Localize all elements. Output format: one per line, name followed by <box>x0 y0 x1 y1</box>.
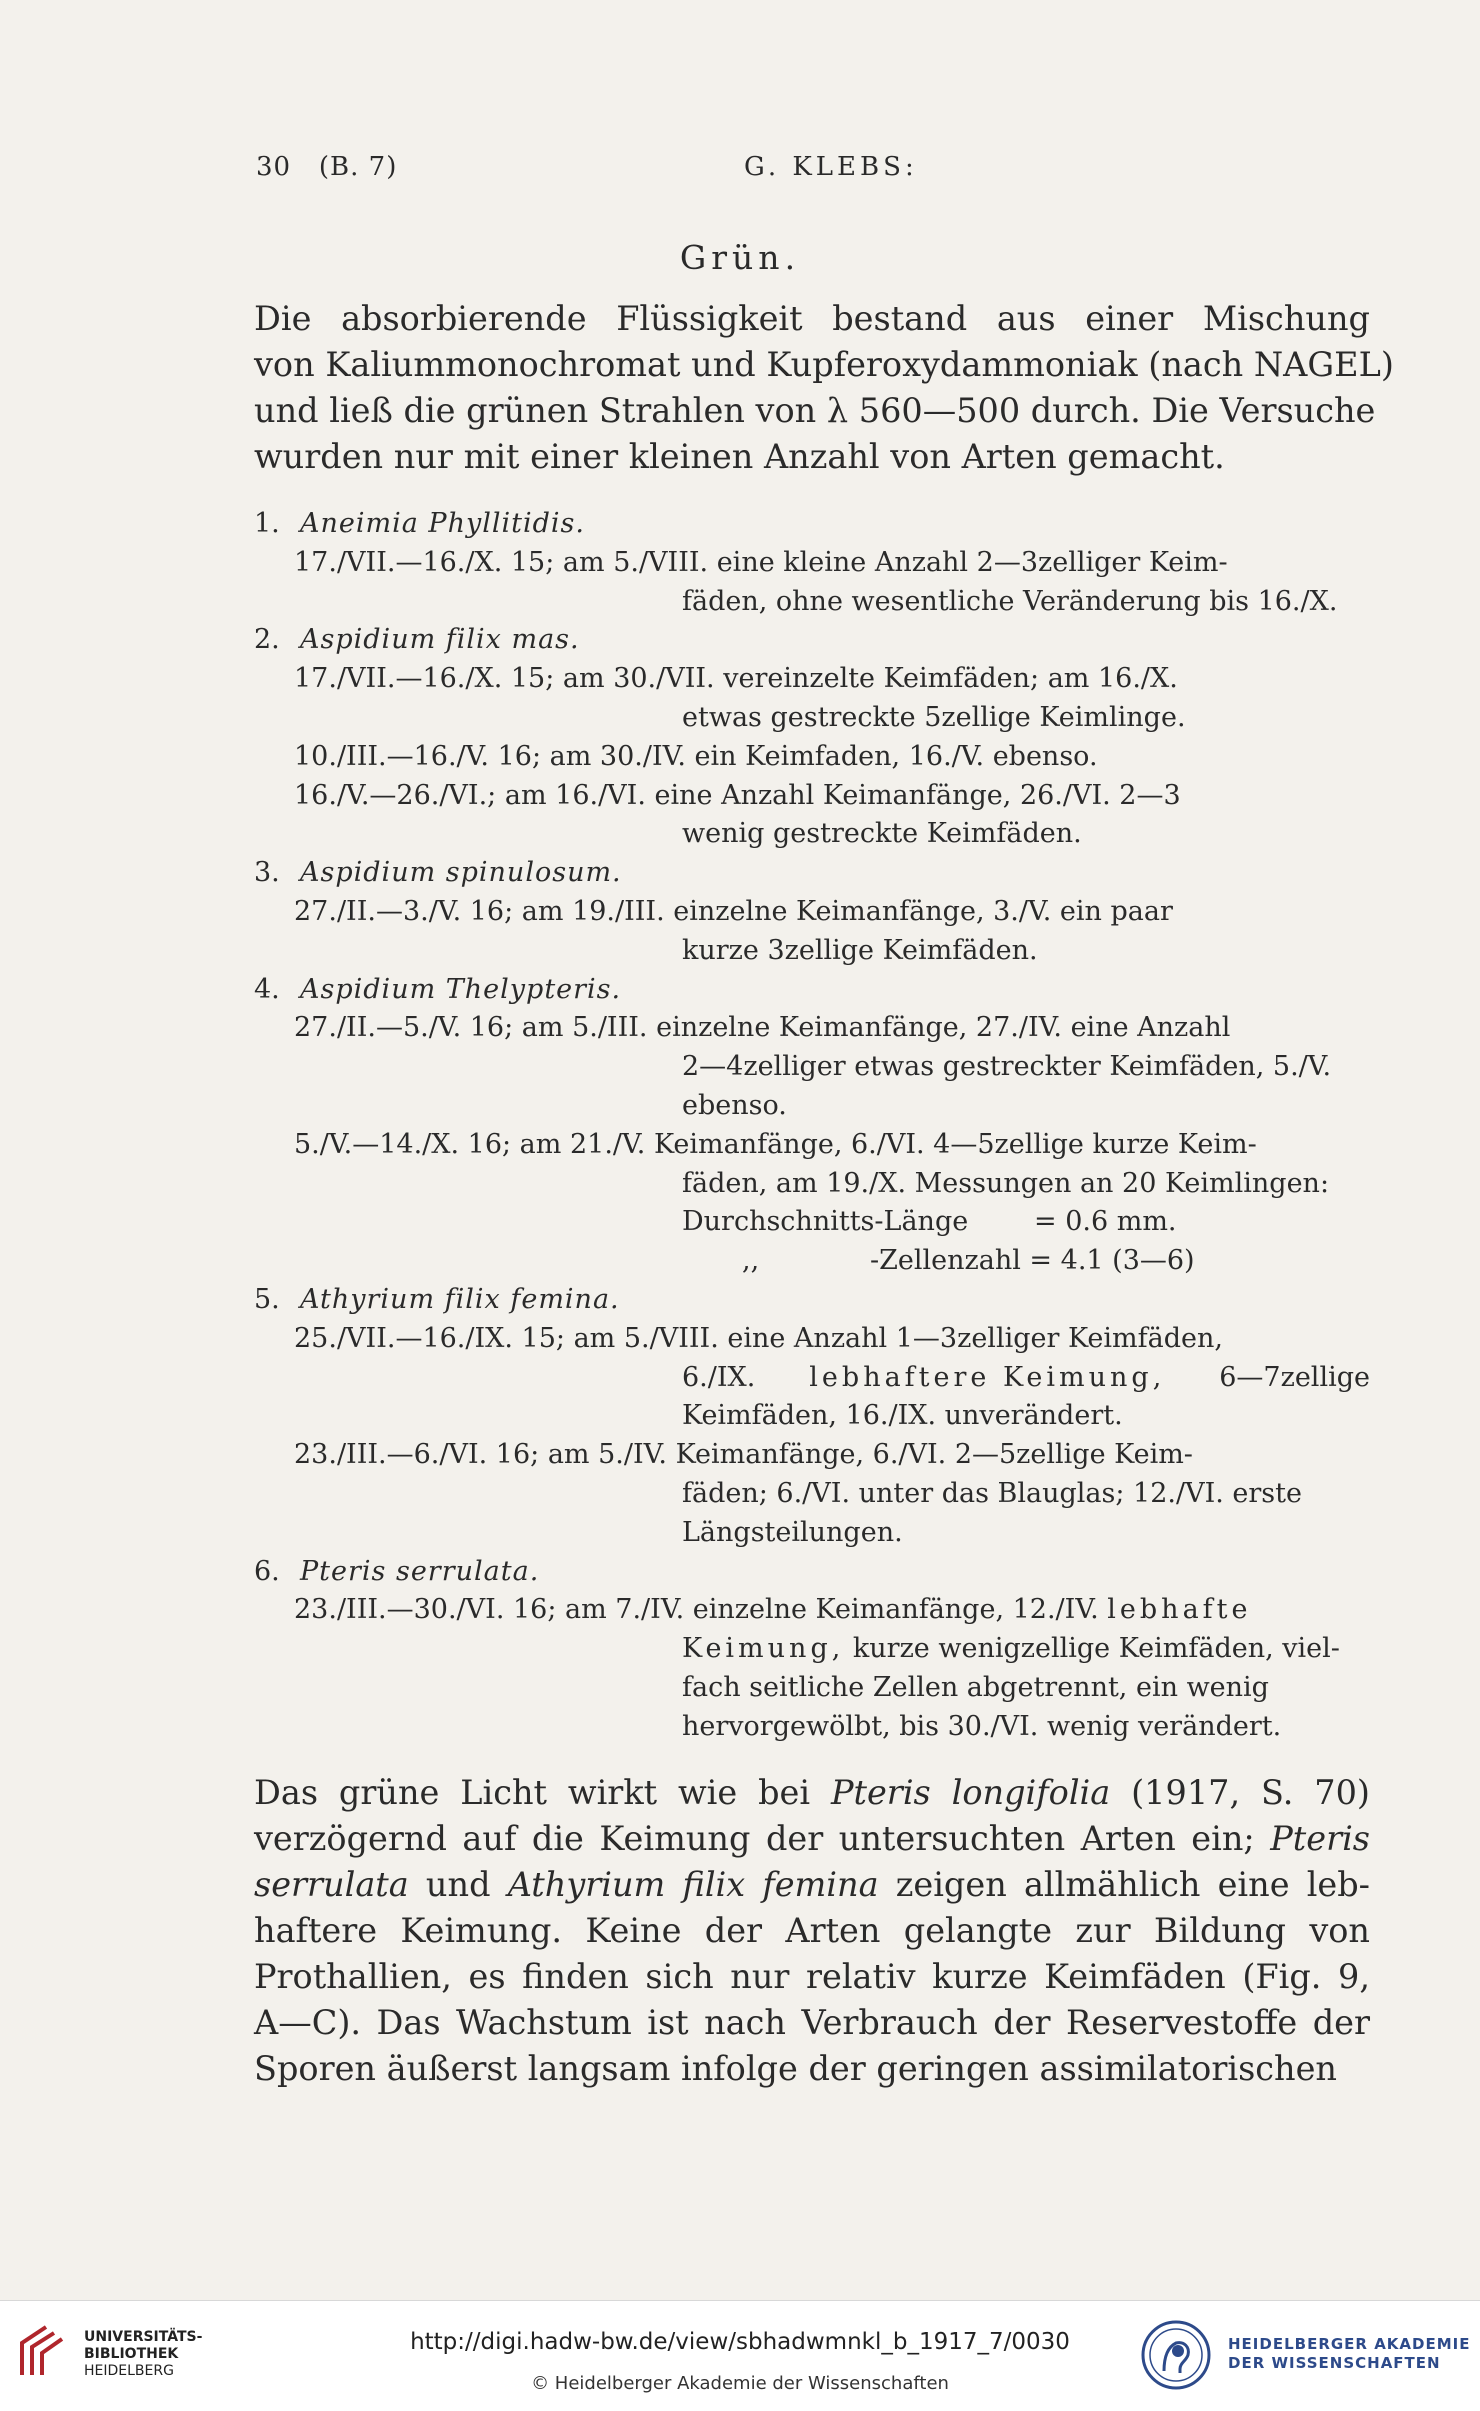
closing-line: A—C). Das Wachstum ist nach Verbrauch der Reservestoffe der <box>254 2003 1370 2042</box>
record-line: wenig gestreckte Keimfäden. <box>682 818 1082 850</box>
part-label: (B. 7) <box>318 152 398 182</box>
academy-seal-icon[interactable] <box>1140 2319 1212 2391</box>
record-line: 17./VII.—16./X. 15; am 30./VII. vereinzelte Keimfäden; am 16./X. <box>294 663 1178 695</box>
record-line: 17./VII.—16./X. 15; am 5./VIII. eine kleine Anzahl 2—3zelliger Keim- <box>294 546 1228 578</box>
record-line: 27./II.—3./V. 16; am 19./III. einzelne Keimanfänge, 3./V. ein paar <box>294 895 1173 927</box>
record-line: 27./II.—5./V. 16; am 5./III. einzelne Keimanfänge, 27./IV. eine Anzahl <box>294 1012 1231 1044</box>
species-heading: 4. Aspidium Thelypteris. <box>254 973 622 1005</box>
record-line: 5./V.—14./X. 16; am 21./V. Keimanfänge, 6./VI. 4—5zellige kurze Keim- <box>294 1128 1257 1160</box>
record-line: hervorgewölbt, bis 30./VI. wenig verändert. <box>682 1710 1282 1742</box>
record-line: fäden; 6./VI. unter das Blauglas; 12./VI. erste <box>682 1477 1302 1509</box>
record-line: 10./III.—16./V. 16; am 30./IV. ein Keimfaden, 16./V. ebenso. <box>294 740 1098 772</box>
record-line: Keimung, kurze wenigzellige Keimfäden, viel- <box>682 1633 1340 1665</box>
record-line: 25./VII.—16./IX. 15; am 5./VIII. eine Anzahl 1—3zelliger Keimfäden, <box>294 1322 1223 1354</box>
intro-paragraph <box>254 296 1394 480</box>
closing-line: serrulata und Athyrium filix femina zeigen allmählich eine leb- <box>254 1865 1370 1904</box>
record-line: fach seitliche Zellen abgetrennt, ein wenig <box>682 1671 1269 1703</box>
record-line: 2—4zelliger etwas gestreckter Keimfäden, 5./V. <box>682 1051 1332 1083</box>
academy-name: HEIDELBERGER AKADEMIE DER WISSENSCHAFTEN <box>1228 2335 1471 2372</box>
experiment-list <box>254 505 1370 1747</box>
section-heading: Grün. <box>679 238 801 277</box>
species-heading: 3. Aspidium spinulosum. <box>254 857 622 889</box>
record-line: etwas gestreckte 5zellige Keimlinge. <box>682 701 1186 733</box>
record-line: 16./V.—26./VI.; am 16./VI. eine Anzahl Keimanfänge, 26./VI. 2—3 <box>294 779 1181 811</box>
author-name: G. KLEBS: <box>744 152 918 182</box>
record-line: Längsteilungen. <box>682 1516 903 1548</box>
record-line: fäden, am 19./X. Messungen an 20 Keimlingen: <box>682 1167 1330 1199</box>
running-header <box>256 152 918 182</box>
record-line: 6./IX. lebhaftere Keimung, 6—7zellige <box>682 1361 1370 1393</box>
closing-paragraph <box>254 1770 1370 2092</box>
record-line: fäden, ohne wesentliche Veränderung bis 16./X. <box>682 585 1338 617</box>
closing-line: haftere Keimung. Keine der Arten gelangte zur Bildung von <box>254 1911 1370 1950</box>
closing-line: Prothallien, es finden sich nur relativ kurze Keimfäden (Fig. 9, <box>254 1957 1370 1996</box>
page-number: 30 <box>256 152 292 182</box>
record-line: 23./III.—30./VI. 16; am 7./IV. einzelne Keimanfänge, 12./IV. lebhafte <box>294 1594 1252 1626</box>
record-line: 23./III.—6./VI. 16; am 5./IV. Keimanfänge, 6./VI. 2—5zellige Keim- <box>294 1439 1193 1471</box>
closing-line: verzögernd auf die Keimung der untersuchten Arten ein; Pteris <box>254 1819 1370 1858</box>
university-library-name: UNIVERSITÄTS- BIBLIOTHEK HEIDELBERG <box>84 2329 203 2379</box>
species-heading: 6. Pteris serrulata. <box>254 1555 540 1587</box>
intro-line: von Kaliummonochromat und Kupferoxydammoniak (nach NAGEL) <box>254 345 1394 384</box>
record-line: Keimfäden, 16./IX. unverändert. <box>682 1400 1123 1432</box>
copyright-notice: © Heidelberger Akademie der Wissenschaften <box>531 2373 949 2394</box>
closing-line: Sporen äußerst langsam infolge der geringen assimilatorischen <box>254 2049 1337 2088</box>
species-heading: 1. Aneimia Phyllitidis. <box>254 508 585 539</box>
intro-line: und ließ die grünen Strahlen von λ 560—500 durch. Die Versuche <box>254 391 1376 430</box>
closing-line: Das grüne Licht wirkt wie bei Pteris longifolia (1917, S. 70) <box>254 1773 1370 1812</box>
permalink-url[interactable]: http://digi.hadw-bw.de/view/sbhadwmnkl_b_1917_7/0030 <box>410 2329 1070 2355</box>
intro-line: Die absorbierende Flüssigkeit bestand aus einer Mischung <box>254 299 1370 338</box>
footer-bar <box>0 2300 1480 2411</box>
record-line: ebenso. <box>682 1089 787 1121</box>
record-line: kurze 3zellige Keimfäden. <box>682 934 1038 966</box>
species-heading: 2. Aspidium filix mas. <box>254 624 580 656</box>
measurement-line: Durchschnitts-Länge = 0.6 mm. <box>682 1206 1177 1238</box>
measurement-line: ,, -Zellenzahl = 4.1 (3—6) <box>742 1245 1195 1277</box>
intro-line: wurden nur mit einer kleinen Anzahl von Arten gemacht. <box>254 437 1225 476</box>
species-heading: 5. Athyrium filix femina. <box>254 1283 620 1315</box>
